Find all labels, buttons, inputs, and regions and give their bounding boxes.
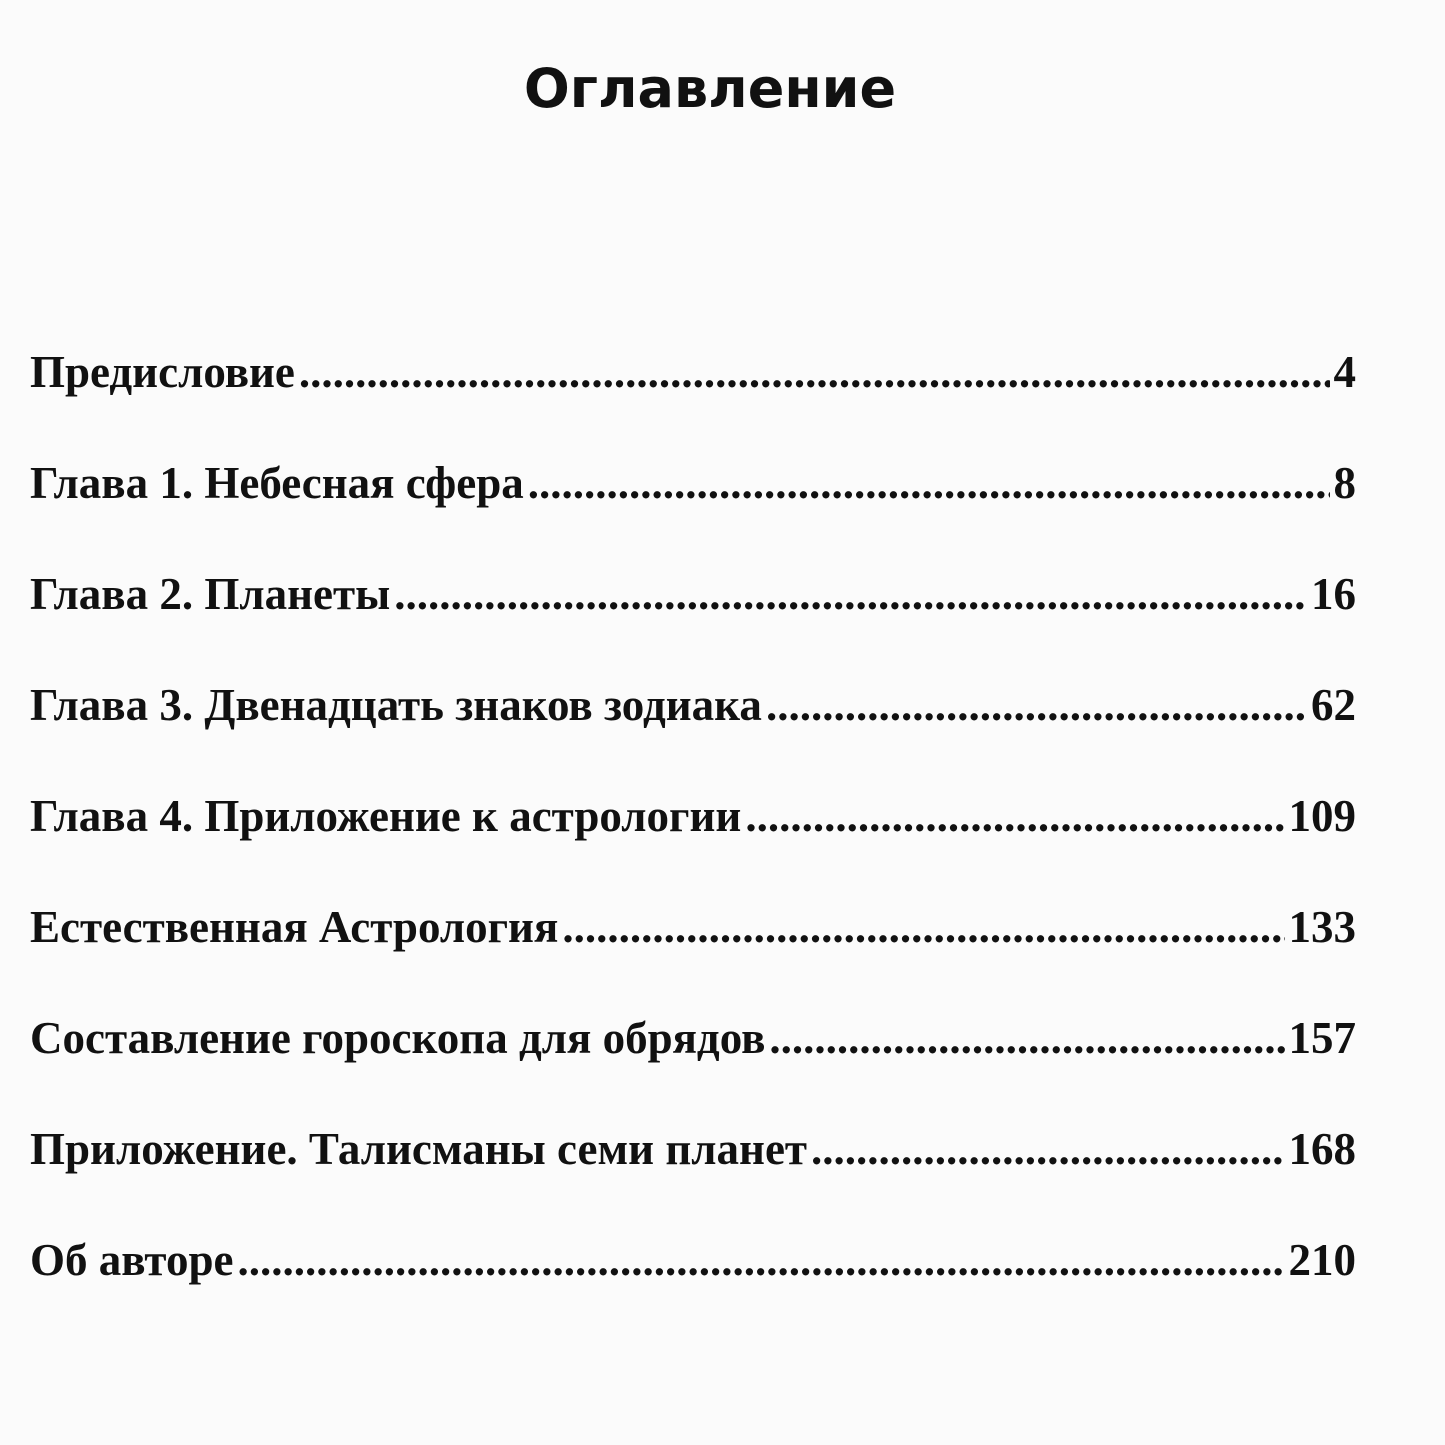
toc-entry-page: 8 [1333, 458, 1356, 508]
toc-entry-natural-astrology [30, 902, 1356, 1016]
toc-entry-title: Об авторе [30, 1235, 234, 1285]
dot-leader [745, 794, 1284, 839]
dot-leader [394, 572, 1307, 617]
toc-entry-page: 62 [1311, 680, 1356, 730]
table-of-contents [30, 347, 1356, 1349]
toc-entry-page: 4 [1333, 347, 1356, 397]
toc-entry-title: Приложение. Талисманы семи планет [30, 1124, 808, 1174]
dot-leader [769, 1016, 1284, 1061]
toc-entry-chapter-1 [30, 458, 1356, 572]
toc-entry-title: Составление гороскопа для обрядов [30, 1013, 766, 1063]
toc-entry-title: Глава 1. Небесная сфера [30, 458, 524, 508]
toc-entry-title: Глава 2. Планеты [30, 569, 391, 619]
dot-leader [766, 683, 1307, 728]
page-title: Оглавление [523, 57, 897, 120]
dot-leader [299, 350, 1330, 395]
toc-entry-page: 16 [1311, 569, 1356, 619]
dot-leader [811, 1127, 1284, 1172]
toc-entry-page: 210 [1288, 1235, 1356, 1285]
toc-entry-preface [30, 347, 1356, 461]
toc-entry-title: Предисловие [30, 347, 295, 397]
toc-entry-chapter-4 [30, 791, 1356, 905]
toc-entry-chapter-2 [30, 569, 1356, 683]
toc-entry-appendix-talismans [30, 1124, 1356, 1238]
toc-entry-page: 133 [1288, 902, 1356, 952]
toc-entry-title: Глава 4. Приложение к астрологии [30, 791, 742, 841]
toc-entry-about-author [30, 1235, 1356, 1349]
toc-entry-chapter-3 [30, 680, 1356, 794]
toc-entry-page: 109 [1288, 791, 1356, 841]
dot-leader [528, 461, 1330, 506]
toc-entry-page: 168 [1288, 1124, 1356, 1174]
toc-entry-ritual-horoscope [30, 1013, 1356, 1127]
dot-leader [562, 905, 1284, 950]
toc-entry-title: Естественная Астрология [30, 902, 559, 952]
dot-leader [237, 1238, 1284, 1283]
toc-entry-page: 157 [1288, 1013, 1356, 1063]
toc-entry-title: Глава 3. Двенадцать знаков зодиака [30, 680, 762, 730]
